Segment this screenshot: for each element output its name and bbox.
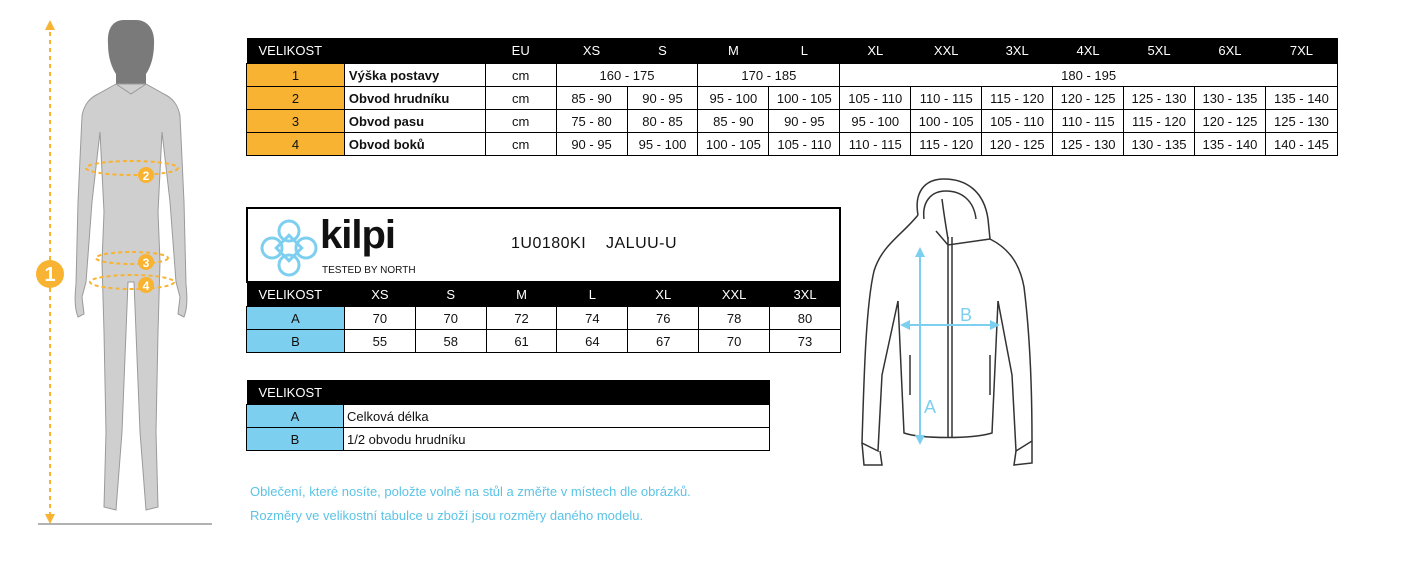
- header-cell: XS: [344, 283, 415, 307]
- product-size-table: [246, 283, 841, 353]
- value-cell: 100 - 105: [769, 87, 840, 110]
- header-cell: VELIKOST: [247, 38, 345, 64]
- value-cell: 110 - 115: [840, 133, 911, 156]
- value-cell: 140 - 145: [1265, 133, 1337, 156]
- value-cell: 85 - 90: [698, 110, 769, 133]
- value-cell: 95 - 100: [840, 110, 911, 133]
- table-row: [247, 428, 770, 451]
- value-cell: 135 - 140: [1265, 87, 1337, 110]
- brand-tagline: TESTED BY NORTH: [322, 265, 416, 276]
- range-cell: 160 - 175: [556, 64, 698, 87]
- value-cell: 74: [557, 307, 628, 330]
- marker-2: 2: [142, 169, 150, 183]
- row-number: 3: [247, 110, 345, 133]
- marker-a: A: [924, 397, 937, 417]
- table-row: [247, 87, 1338, 110]
- value-cell: 78: [699, 307, 770, 330]
- brand-logo: [258, 213, 418, 279]
- product-name: JALUU-U: [606, 235, 678, 252]
- row-unit: cm: [485, 64, 556, 87]
- row-label: Obvod hrudníku: [344, 87, 485, 110]
- table-row: [247, 405, 770, 428]
- row-label: Obvod pasu: [344, 110, 485, 133]
- marker-1: 1: [44, 264, 56, 286]
- marker-3: 3: [142, 256, 150, 270]
- value-cell: 85 - 90: [556, 87, 627, 110]
- product-code: 1U0180KI: [511, 235, 587, 252]
- range-cell: 180 - 195: [840, 64, 1338, 87]
- table-row: [247, 110, 1338, 133]
- value-cell: 120 - 125: [1194, 110, 1265, 133]
- range-cell: 170 - 185: [698, 64, 840, 87]
- row-unit: cm: [485, 133, 556, 156]
- value-cell: 115 - 120: [982, 87, 1053, 110]
- knot-icon: [258, 217, 320, 279]
- header-cell: XS: [556, 38, 627, 64]
- legend-table-header: [247, 380, 770, 405]
- table-row: [247, 133, 1338, 156]
- value-cell: 80: [770, 307, 841, 330]
- value-cell: 75 - 80: [556, 110, 627, 133]
- value-cell: 100 - 105: [911, 110, 982, 133]
- value-cell: 90 - 95: [627, 87, 698, 110]
- measurement-note: Oblečení, které nosíte, položte volně na stůl a změřte v místech dle obrázků.: [250, 484, 691, 499]
- value-cell: 120 - 125: [982, 133, 1053, 156]
- product-table-header: [247, 283, 841, 307]
- jacket-diagram: [852, 175, 1042, 475]
- table-row: [247, 330, 841, 353]
- table-row: [247, 307, 841, 330]
- row-number: 4: [247, 133, 345, 156]
- row-number: 2: [247, 87, 345, 110]
- value-cell: 125 - 130: [1053, 133, 1124, 156]
- header-cell: 3XL: [770, 283, 841, 307]
- row-unit: cm: [485, 87, 556, 110]
- legend-table: [246, 380, 770, 451]
- value-cell: 115 - 120: [911, 133, 982, 156]
- value-cell: 105 - 110: [840, 87, 911, 110]
- value-cell: 70: [415, 307, 486, 330]
- value-cell: 90 - 95: [769, 110, 840, 133]
- body-measurement-figure: [20, 12, 220, 532]
- row-label: B: [247, 428, 344, 451]
- value-cell: 100 - 105: [698, 133, 769, 156]
- row-label: Obvod boků: [344, 133, 485, 156]
- header-cell: S: [415, 283, 486, 307]
- value-cell: 120 - 125: [1053, 87, 1124, 110]
- row-description: Celková délka: [344, 405, 770, 428]
- header-cell: 5XL: [1124, 38, 1195, 64]
- header-cell: XXL: [699, 283, 770, 307]
- value-cell: 110 - 115: [1053, 110, 1124, 133]
- row-description: 1/2 obvodu hrudníku: [344, 428, 770, 451]
- model-note: Rozměry ve velikostní tabulce u zboží jsou rozměry daného modelu.: [250, 508, 644, 523]
- value-cell: 70: [344, 307, 415, 330]
- value-cell: 125 - 130: [1265, 110, 1337, 133]
- value-cell: 73: [770, 330, 841, 353]
- row-label: A: [247, 307, 345, 330]
- header-cell: L: [769, 38, 840, 64]
- size-table: [246, 38, 1338, 156]
- brand-logo-text: kilpi: [320, 213, 396, 257]
- header-cell: S: [627, 38, 698, 64]
- value-cell: 105 - 110: [769, 133, 840, 156]
- value-cell: 125 - 130: [1124, 87, 1195, 110]
- value-cell: 76: [628, 307, 699, 330]
- header-cell: L: [557, 283, 628, 307]
- row-number: 1: [247, 64, 345, 87]
- header-cell: M: [698, 38, 769, 64]
- value-cell: 90 - 95: [556, 133, 627, 156]
- row-label: B: [247, 330, 345, 353]
- header-cell: VELIKOST: [247, 380, 770, 405]
- value-cell: 67: [628, 330, 699, 353]
- header-cell: 6XL: [1194, 38, 1265, 64]
- header-cell: 7XL: [1265, 38, 1337, 64]
- row-label: Výška postavy: [344, 64, 485, 87]
- value-cell: 105 - 110: [982, 110, 1053, 133]
- header-cell: M: [486, 283, 557, 307]
- header-cell: EU: [485, 38, 556, 64]
- value-cell: 64: [557, 330, 628, 353]
- value-cell: 135 - 140: [1194, 133, 1265, 156]
- size-table-header: [247, 38, 1338, 64]
- value-cell: 55: [344, 330, 415, 353]
- value-cell: 72: [486, 307, 557, 330]
- marker-b: B: [960, 305, 973, 325]
- value-cell: 61: [486, 330, 557, 353]
- value-cell: 110 - 115: [911, 87, 982, 110]
- value-cell: 115 - 120: [1124, 110, 1195, 133]
- value-cell: 95 - 100: [627, 133, 698, 156]
- product-header: [246, 207, 841, 283]
- value-cell: 80 - 85: [627, 110, 698, 133]
- header-cell: XXL: [911, 38, 982, 64]
- header-cell: [344, 38, 485, 64]
- marker-4: 4: [142, 279, 150, 293]
- value-cell: 95 - 100: [698, 87, 769, 110]
- value-cell: 130 - 135: [1124, 133, 1195, 156]
- header-cell: XL: [628, 283, 699, 307]
- value-cell: 70: [699, 330, 770, 353]
- header-cell: XL: [840, 38, 911, 64]
- header-cell: 3XL: [982, 38, 1053, 64]
- row-unit: cm: [485, 110, 556, 133]
- table-row: [247, 64, 1338, 87]
- header-cell: VELIKOST: [247, 283, 345, 307]
- row-label: A: [247, 405, 344, 428]
- value-cell: 130 - 135: [1194, 87, 1265, 110]
- value-cell: 58: [415, 330, 486, 353]
- header-cell: 4XL: [1053, 38, 1124, 64]
